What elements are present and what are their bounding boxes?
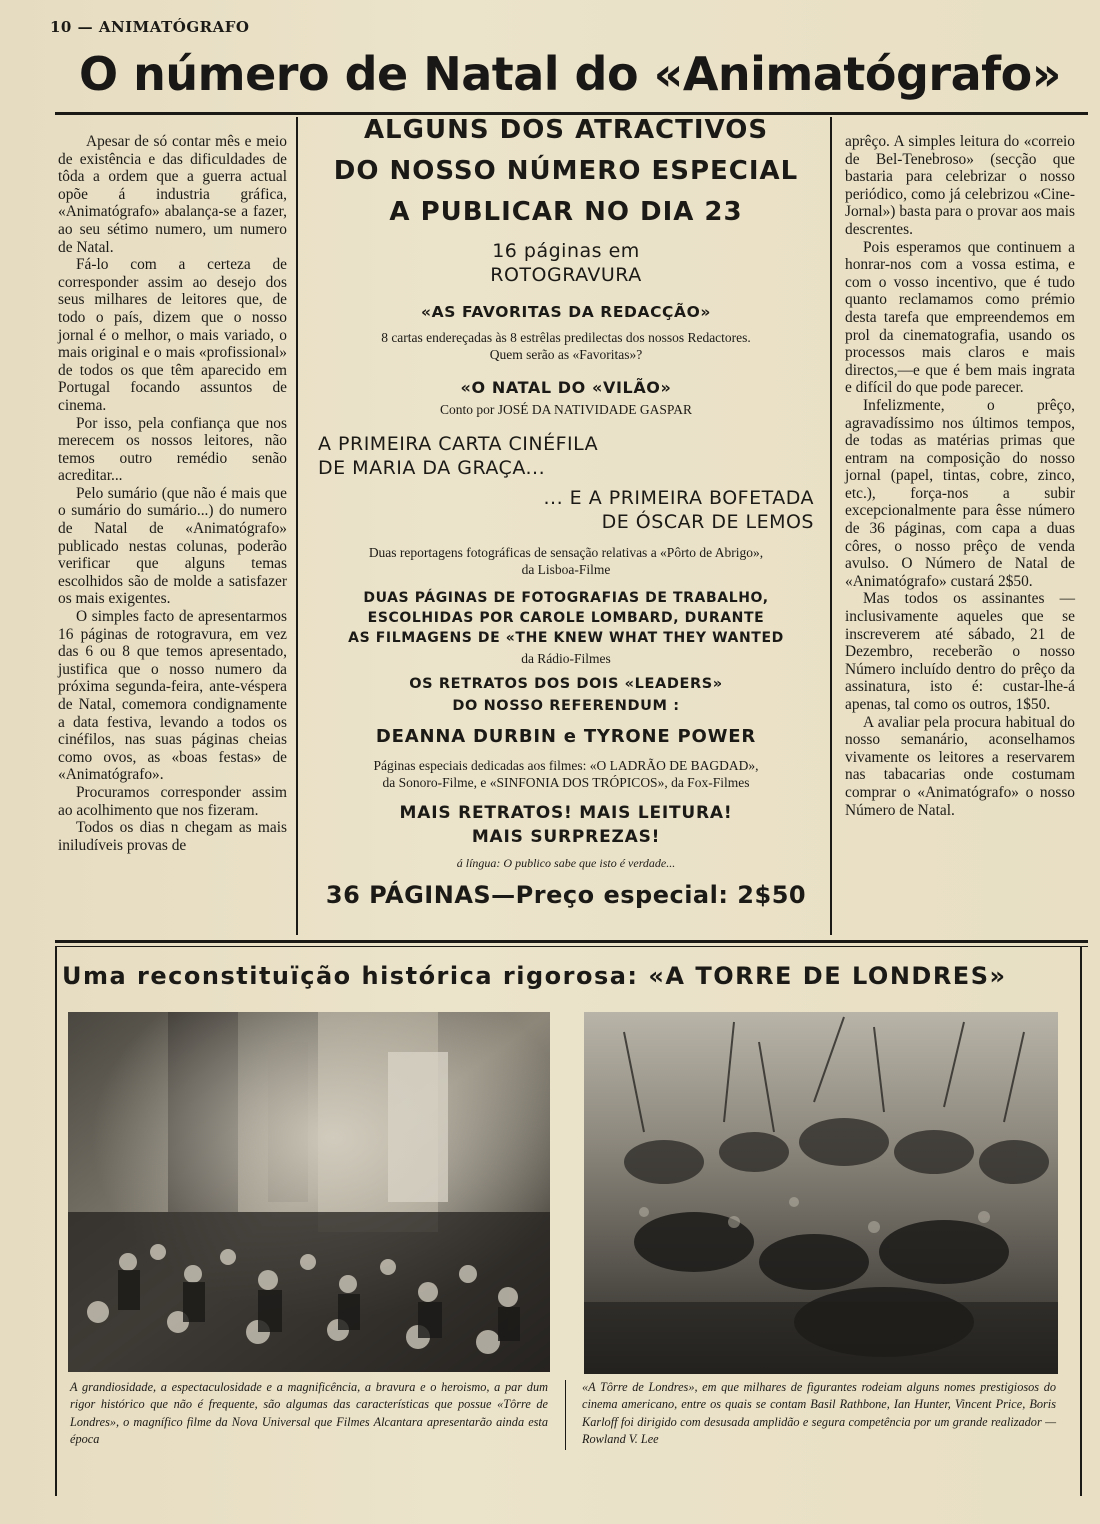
caption-right: «A Tôrre de Londres», em que milhares de figurantes rodeiam alguns nomes prestigiosos do cinema americano, entre os quais se contam Basil Rathbone, Ian Hunter, Vincent Price, Boris Karloff foi dirigido com desusada amplidão e segura competência por um grande realizador — Rowland V. Lee	[582, 1380, 1056, 1447]
mais-line-2: MAIS SURPREZAS!	[471, 827, 661, 847]
radio-filmes: da Rádio-Filmes	[521, 651, 611, 666]
bofetada-line-2: DE ÓSCAR DE LEMOS	[601, 511, 814, 533]
box-heading-3: A PUBLICAR NO DIA 23	[389, 197, 743, 227]
left-paragraph: Pelo sumário (que não é mais que o sumário do sumário...) do numero de Natal de «Animatógrafo» publicado nestas colunas, poderão verificar que alguns temas escolhidos são de molde a satisfazer os mais exigentes.	[58, 484, 287, 608]
left-column	[58, 133, 287, 854]
left-paragraph: Procuramos corresponder assim ao acolhimento que nos fizeram.	[58, 783, 287, 819]
mais-line-1: MAIS RETRATOS! MAIS LEITURA!	[399, 803, 733, 823]
vilao-title: «O NATAL DO «VILÃO»	[460, 378, 672, 397]
section-rule-top-thin	[55, 946, 1088, 947]
section-rule-top	[55, 940, 1088, 943]
paginas-especiais-2: da Sonoro-Filme, e «SINFONIA DOS TRÓPICOS», da Fox-Filmes	[382, 775, 750, 790]
left-paragraph: O simples facto de apresentarmos 16 páginas de rotogravura, em vez das 6 ou 8 que temos apresentado, justifica que o nosso numero da próxima segunda-feira, ante-véspera de Natal, comemora condignamente a data festiva, levando a todos os cinéfilos, nas suas páginas cheias como ovos, as «boas festas» de «Animatógrafo».	[58, 608, 287, 784]
right-paragraph: aprêço. A simples leitura do «correio de Bel-Tenebroso» (secção que bastaria para celebrizar o nosso periódico, como já celebrizou «Cine-Jornal») basta para o provar aos mais descrentes.	[845, 133, 1075, 238]
section-border-right	[1080, 946, 1082, 1496]
left-paragraph: Fá-lo com a certeza de corresponder assim ao desejo dos seus milhares de leitores que, de todo o país, dizem que o nosso jornal é o melhor, o mais variado, o mais original e o mais «profissional» de todos os que têm aparecido em Portugal focando assuntos de cinema.	[58, 256, 287, 414]
carta-line-1: A PRIMEIRA CARTA CINÉFILA	[318, 433, 599, 455]
box-heading-2: DO NOSSO NÚMERO ESPECIAL	[333, 156, 799, 186]
duas-paginas-line-3: AS FILMAGENS DE «THE KNEW WHAT THEY WANTED	[348, 630, 784, 646]
left-paragraph: Apesar de só contar mês e meio de existência e das dificuldades de tôda a ordem que a guerra actual opõe á industria gráfica, «Animatógrafo» abalança-se a fazer, ao seu sétimo numero, um numero de Natal.	[58, 133, 287, 256]
page-title: O número de Natal do «Animatógrafo»	[79, 47, 1061, 101]
battle-illustration	[584, 1012, 1058, 1374]
vilao-desc: Conto por JOSÉ DA NATIVIDADE GASPAR	[440, 402, 692, 417]
section-title: Uma reconstituïção histórica rigorosa: «A TORRE DE LONDRES»	[62, 962, 1007, 990]
right-paragraph: Mas todos os assinantes — inclusivamente aqueles que se inscreverem até sábado, 21 de Dezembro, receberão o nosso Número incluído dentro do prêço da assinatura, isto é: custar-lhe-á apenas, tal como os outros, 1$50.	[845, 590, 1075, 713]
right-paragraph: A avaliar pela procura habitual do nosso semanário, aconselhamos vivamente os leitores a reservarem nas tabacarias onde costumam comprar o «Animatógrafo» o nosso Número de Natal.	[845, 713, 1075, 819]
photo-procession	[68, 1012, 550, 1372]
duas-paginas-line-1: DUAS PÁGINAS DE FOTOGRAFIAS DE TRABALHO,	[363, 590, 769, 606]
right-paragraph: Infelizmente, o prêço, agravadíssimo nos últimos tempos, de todas as matérias primas que entram na composição do nosso jornal (papel, tintas, cobre, zinco, etc.), força-nos a subir excepcionalmente para êsse número de 36 páginas, com capa a duas côres, o nosso prêço de venda avulso. O Número de Natal de «Animatógrafo» custará 2$50.	[845, 396, 1075, 590]
procession-illustration	[68, 1012, 550, 1372]
photo-battle	[584, 1012, 1058, 1374]
column-rule-right	[830, 117, 832, 935]
section-border-left	[55, 946, 57, 1496]
lingua-line: á língua: O publico sabe que isto é verdade...	[456, 856, 676, 870]
carta-line-2: DE MARIA DA GRAÇA...	[318, 457, 546, 479]
right-column	[845, 133, 1075, 819]
price-line: 36 PÁGINAS—Preço especial: 2$50	[325, 881, 807, 909]
retratos-line-1: OS RETRATOS DOS DOIS «LEADERS»	[409, 676, 723, 692]
favoritas-desc-2: Quem serão as «Favoritas»?	[489, 347, 643, 362]
duas-paginas-line-2: ESCOLHIDAS POR CAROLE LOMBARD, DURANTE	[367, 610, 765, 626]
bofetada-line-1: ... E A PRIMEIRA BOFETADA	[543, 487, 814, 509]
left-paragraph: Por isso, pela confiança que nos merecem os nossos leitores, não temos outro remédio senão acreditar...	[58, 414, 287, 485]
pages-line: 16 páginas em	[492, 240, 640, 262]
column-rule-left	[296, 117, 298, 935]
favoritas-desc-1: 8 cartas endereçadas às 8 estrêlas predilectas dos nossos Redactores.	[381, 330, 751, 345]
box-heading-1: ALGUNS DOS ATRACTIVOS	[363, 115, 769, 145]
reportagens-line-1: Duas reportagens fotográficas de sensação relativas a «Pôrto de Abrigo»,	[368, 545, 764, 560]
stars-line: DEANNA DURBIN e TYRONE POWER	[375, 726, 757, 747]
retratos-line-2: DO NOSSO REFERENDUM :	[452, 698, 680, 714]
reportagens-line-2: da Lisboa-Filme	[521, 562, 611, 577]
favoritas-title: «AS FAVORITAS DA REDACÇÃO»	[420, 303, 712, 321]
rotogravura-line: ROTOGRAVURA	[490, 264, 642, 286]
paginas-especiais-1: Páginas especiais dedicadas aos filmes: «O LADRÃO DE BAGDAD»,	[373, 758, 759, 773]
left-paragraph: Todos os dias n chegam as mais iniludíveis provas de	[58, 819, 287, 854]
right-paragraph: Pois esperamos que continuem a honrar-nos com a vossa estima, e com o vosso incentivo, que é tudo quanto reclamamos como prémio desta tarefa que empreendemos em prol da cinematografia, usando os processos mais claros e mais directos,—e que é bem mais ingrata e difícil do que pode parecer.	[845, 238, 1075, 397]
caption-left: A grandiosidade, a espectaculosidade e a magnificência, a bravura e o heroismo, a par dum rigor histórico que não é frequente, são algumas das características que possue «Tôrre de Londres», o magnífico filme da Nova Universal que Filmes Alcantara apresentarão ainda esta época	[70, 1380, 548, 1447]
page-header: 10 — ANIMATÓGRAFO	[50, 18, 250, 36]
caption-divider	[565, 1380, 566, 1450]
special-issue-box	[306, 110, 826, 910]
